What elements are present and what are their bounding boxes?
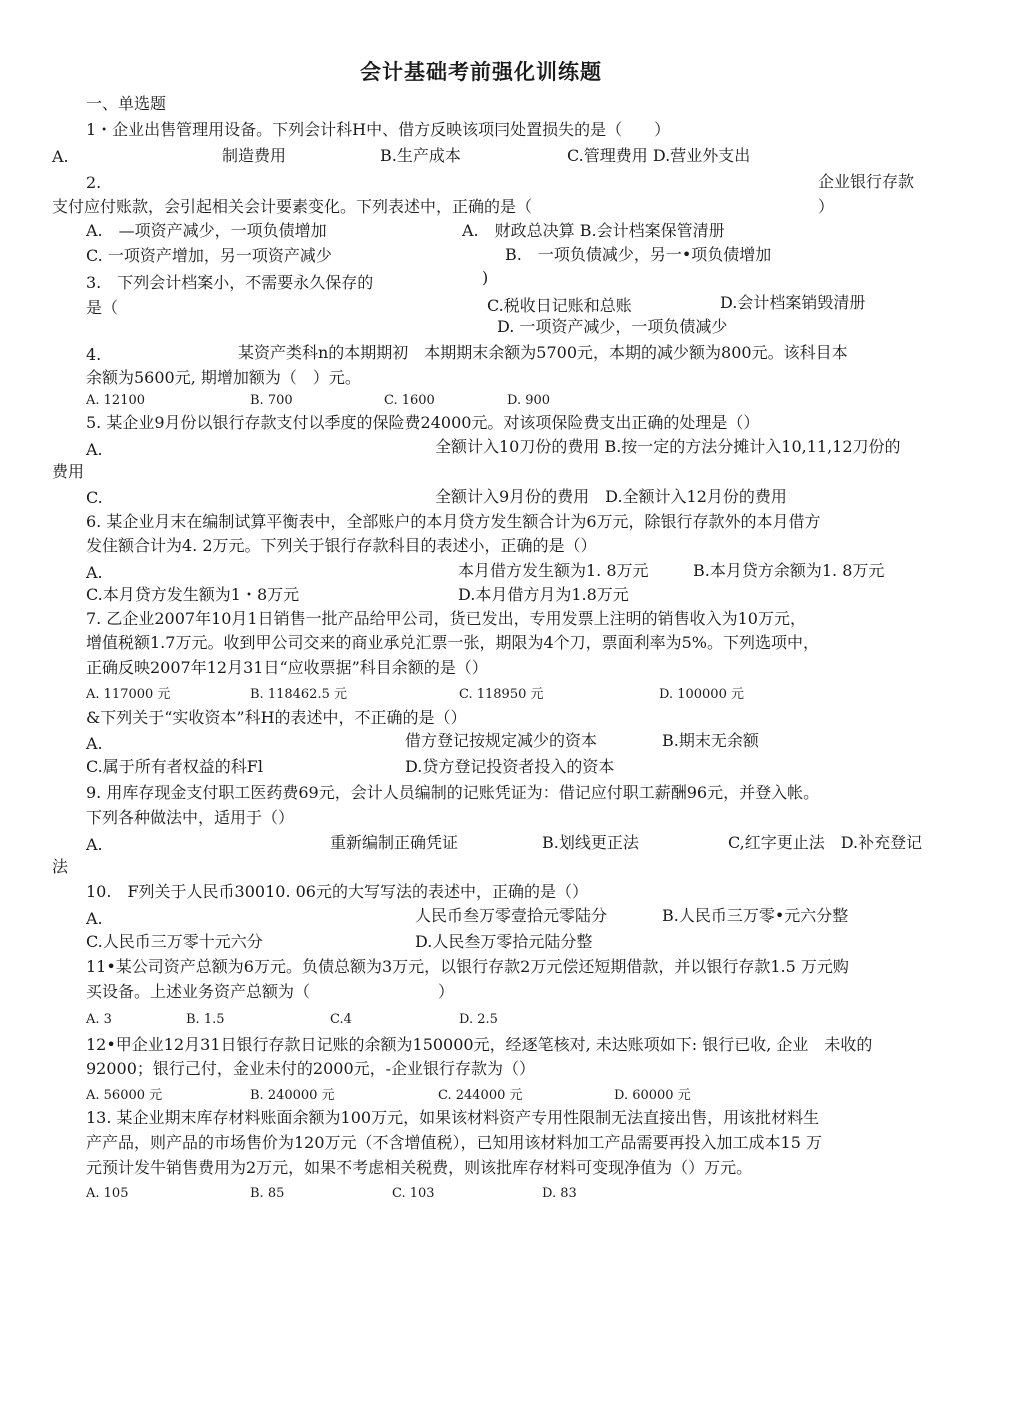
question-1-option-a-marker: A. [52, 147, 69, 166]
question-12-option-d: D. 60000 元 [614, 1088, 691, 1103]
question-11-bracket: ） [438, 982, 455, 1001]
question-2-stem-part: 企业银行存款 [818, 172, 915, 191]
question-9-option-a-marker: A. [86, 835, 103, 854]
question-12-option-a: A. 56000 元 [86, 1088, 163, 1103]
question-4-option-d: D. 900 [507, 393, 551, 408]
question-11-option-a: A. 3 [86, 1012, 112, 1027]
question-3-option-d: D.会计档案销毁清册 [720, 293, 866, 312]
question-13-option-a: A. 105 [86, 1186, 129, 1201]
question-7-stem-3: 正确反映2007年12月31日“应收票据”科目余额的是（） [86, 658, 488, 677]
question-5-stem: 5. 某企业9月份以银行存款支付以季度的保险费24000元。对该项保险费支出正确的处理是（） [86, 413, 760, 432]
question-12-stem: 12•甲企业12月31日银行存款日记账的余额为150000元，经逐笔核对, 未达账项如下: 银行已收, 企业 未收的 [86, 1035, 873, 1054]
question-1-option-b: B.生产成本 [380, 146, 461, 165]
question-12-option-c: C. 244000 元 [438, 1088, 523, 1103]
question-13-option-c: C. 103 [392, 1186, 435, 1201]
question-11-stem-2: 买设备。上述业务资产总额为（ [86, 982, 311, 1001]
question-4-stem-2: 余额为5600元, 期增加额为（ ）元。 [86, 368, 361, 387]
question-7-option-a: A. 117000 元 [86, 687, 171, 702]
question-2-number: 2. [86, 173, 102, 192]
question-7-option-c: C. 118950 元 [459, 687, 544, 702]
question-6-option-a-marker: A. [86, 563, 103, 582]
question-7-stem-2: 增值税额1.7万元。收到甲公司交来的商业承兑汇票一张，期限为4个刀，票面利率为5%。下列选项中， [86, 633, 820, 652]
question-2-bracket: ） [818, 197, 835, 216]
question-9-option-cd: C,红字更止法 D.补充登记 [728, 833, 923, 852]
question-6-option-d: D.本月借方月为1.8万元 [458, 585, 629, 604]
question-12-stem-2: 92000；银行己付，金业未付的2000元，-企业银行存款为（） [86, 1059, 536, 1078]
question-3-option-c: C.税收日记账和总账 [487, 296, 632, 315]
question-8-option-d: D.贷方登记投资者投入的资本 [405, 757, 615, 776]
question-5-option-a-cont: 费用 [52, 462, 85, 481]
question-6-stem: 6. 某企业月末在编制试算平衡表中，全部账户的本月贷方发生额合计为6万元，除银行存款外的本月借方 [86, 512, 821, 531]
question-2-stem: 支付应付账款，会引起相关会计要素变化。下列表述中，正确的是（ [52, 197, 533, 216]
question-11-option-c: C.4 [330, 1012, 352, 1027]
question-9-stem-2: 下列各种做法中，适用于（） [86, 808, 295, 827]
question-8-option-c: C.属于所有者权益的科Fl [86, 757, 263, 776]
question-10-option-b: B.人民币三万零•元六分整 [662, 906, 849, 925]
question-1-option-a: 制造费用 [222, 146, 287, 165]
question-8-option-a: 借方登记按规定减少的资本 [405, 731, 598, 750]
question-12-option-b: B. 240000 元 [250, 1088, 335, 1103]
question-5-option-a: 全额计入10刀份的费用 B.按一定的方法分摊计入10,11,12刀份的 [435, 437, 901, 456]
question-11-stem: 11•某公司资产总额为6万元。负债总额为3万元，以银行存款2万元偿还短期借款，并以银行存款1.5 万元购 [86, 957, 849, 976]
question-5-option-c: 全额计入9月份的费用 D.全额计入12月份的费用 [435, 487, 787, 506]
question-2-option-b: B. 一项负债减少，另一•项负债增加 [505, 245, 772, 264]
question-13-option-b: B. 85 [250, 1186, 285, 1201]
question-3-stem: 3. 下列会计档案小，不需要永久保存的 [86, 273, 374, 292]
question-10-option-d: D.人民叁万零拾元陆分整 [415, 932, 593, 951]
question-11-option-b: B. 1.5 [186, 1012, 225, 1027]
question-2-option-c: C. 一项资产增加，另一项资产减少 [86, 246, 332, 265]
question-13-option-d: D. 83 [542, 1186, 577, 1201]
question-4-option-b: B. 700 [250, 393, 293, 408]
question-1-stem: 1・企业出售管理用设备。下列会计科H中、借方反映该项冃处置损失的是（ ） [86, 120, 671, 139]
question-3-stem-end: 是（ [86, 298, 119, 317]
section-heading: 一、单选题 [86, 94, 167, 113]
page-title: 会计基础考前强化训练题 [360, 59, 602, 84]
question-4-number: 4. [86, 345, 102, 364]
question-9-option-a: 重新编制正确凭证 [330, 833, 459, 852]
question-13-stem-3: 元预计发牛销售费用为2万元，如果不考虑相关税费，则该批库存材料可变现净值为（）万元。 [86, 1158, 753, 1177]
question-9-stem: 9. 用库存现金支付职工医药费69元，会计人员编制的记账凭证为：借记应付职工薪酬96元，并登入帐。 [86, 783, 820, 802]
question-3-bracket: ) [482, 268, 489, 287]
question-10-option-a-marker: A. [86, 909, 103, 928]
question-7-option-d: D. 100000 元 [659, 687, 744, 702]
question-9-option-b: B.划线更正法 [542, 833, 639, 852]
question-2-option-a: A. —项资产减少，一项负债增加 [86, 221, 327, 240]
question-13-stem: 13. 某企业期末库存材料账面余额为100万元，如果该材料资产专用性限制无法直接出售，用该批材料生 [86, 1108, 820, 1127]
question-4-stem: 某资产类科n的本期期初 本期期末余额为5700元，本期的减少额为800元。该科目本 [238, 343, 848, 362]
question-3-option-d2: D. 一项资产减少，一项负债减少 [497, 317, 728, 336]
question-13-stem-2: 产产品，则产品的市场售价为120万元（不含增值税），已知用该材料加工产品需要再投入加工成本15 万 [86, 1133, 822, 1152]
question-8-option-a-marker: A. [86, 734, 103, 753]
question-8-option-b: B.期末无余额 [662, 731, 759, 750]
question-2-option-a2: A. 财政总决算 B.会计档案保管清册 [462, 221, 725, 240]
question-9-option-d-cont: 法 [52, 857, 69, 876]
question-8-stem: &下列关于“实收资本”科H的表述中，不正确的是（） [86, 708, 467, 727]
question-6-option-b: B.本月贷方余额为1. 8万元 [693, 561, 885, 580]
question-6-stem-2: 发住额合计为4. 2万元。下列关于银行存款科目的表述小，正确的是（） [86, 536, 597, 555]
question-5-option-c-marker: C. [86, 488, 103, 507]
question-10-option-c: C.人民币三万零十元六分 [86, 932, 263, 951]
question-6-option-a: 本月借方发生额为1. 8万元 [458, 561, 649, 580]
question-4-option-a: A. 12100 [86, 393, 146, 408]
question-4-option-c: C. 1600 [384, 393, 435, 408]
question-7-stem: 7. 乙企业2007年10月1日销售一批产品给甲公司，货已发出，专用发票上注明的销售收入为10万元， [86, 609, 806, 628]
question-7-option-b: B. 118462.5 元 [250, 687, 347, 702]
question-6-option-c: C.本月贷方发生额为1・8万元 [86, 585, 300, 604]
question-10-option-a: 人民币叁万零壹拾元零陆分 [415, 906, 608, 925]
question-1-option-cd: C.管理费用 D.营业外支出 [567, 146, 751, 165]
question-10-stem: 10. F列关于人民币30010. 06元的大写写法的表述中，正确的是（） [86, 882, 588, 901]
question-5-option-a-marker: A. [86, 440, 103, 459]
question-11-option-d: D. 2.5 [459, 1012, 498, 1027]
